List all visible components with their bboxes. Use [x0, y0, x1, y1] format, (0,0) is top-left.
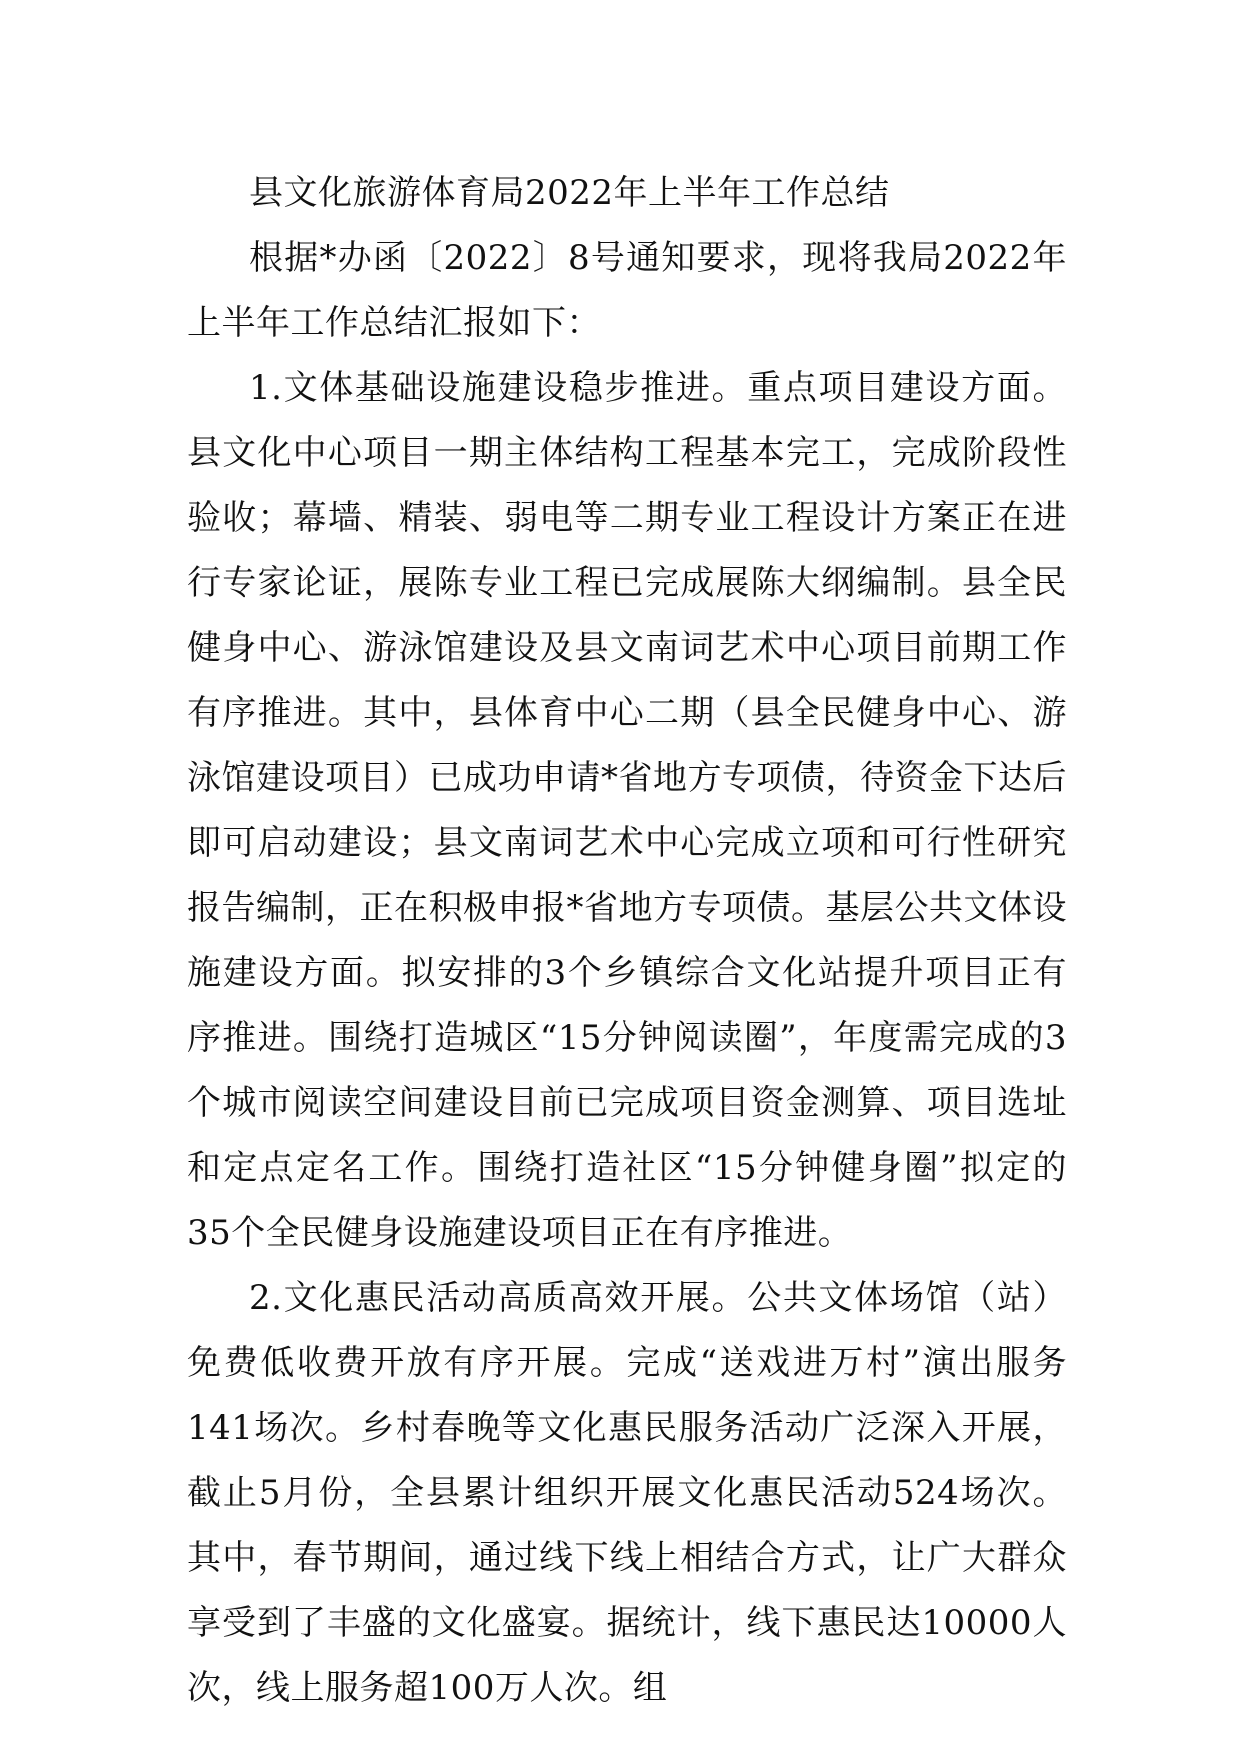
- paragraph-intro: 根据*办函〔2022〕8号通知要求，现将我局2022年上半年工作总结汇报如下：: [187, 238, 1067, 343]
- paragraph-infrastructure: 1.文体基础设施建设稳步推进。重点项目建设方面。县文化中心项目一期主体结构工程基本完工，完成阶段性验收；幕墙、精装、弱电等二期专业工程设计方案正在进行专家论证，展陈专业工程已完成展陈大纲编制。县全民健身中心、游泳馆建设及县文南词艺术中心项目前期工作有序推进。其中，县体育中心二期（县全民健身中心、游泳馆建设项目）已成功申请*省地方专项债，待资金下达后即可启动建设；县文南词艺术中心完成立项和可行性研究报告编制，正在积极申报*省地方专项债。基层公共文体设施建设方面。拟安排的3个乡镇综合文化站提升项目正有序推进。围绕打造城区“15分钟阅读圈”，年度需完成的3个城市阅读空间建设目前已完成项目资金测算、项目选址和定点定名工作。围绕打造社区“15分钟健身圈”拟定的35个全民健身设施建设项目正在有序推进。: [187, 368, 1067, 1253]
- document-body: [187, 161, 1067, 1721]
- paragraph-cultural-activities: 2.文化惠民活动高质高效开展。公共文体场馆（站）免费低收费开放有序开展。完成“送戏进万村”演出服务141场次。乡村春晚等文化惠民服务活动广泛深入开展，截止5月份，全县累计组织开展文化惠民活动524场次。其中，春节期间，通过线下线上相结合方式，让广大群众享受到了丰盛的文化盛宴。据统计，线下惠民达10000人次，线上服务超100万人次。组: [187, 1278, 1067, 1708]
- document-title: 县文化旅游体育局2022年上半年工作总结: [249, 173, 890, 213]
